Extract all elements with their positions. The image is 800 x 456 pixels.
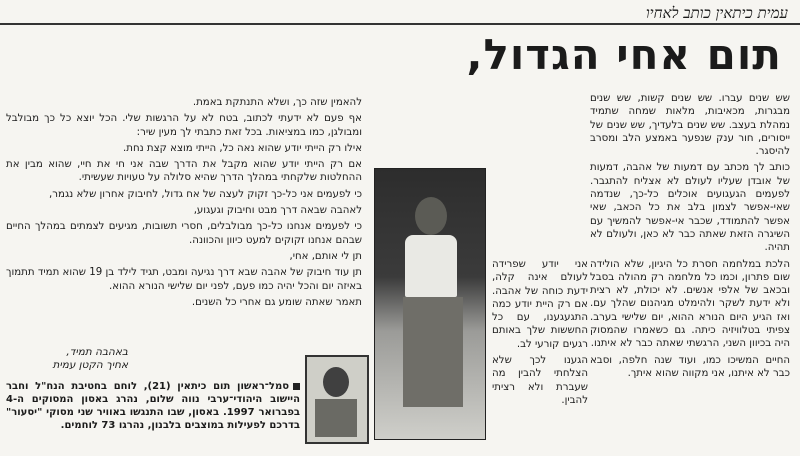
signoff-line: באהבה תמיד, xyxy=(66,346,128,358)
paragraph: שש שנים עברו. שש שנים קשות, שש שנים מבגרות, מכאיבות, מלאות שמחה שתמיד נמהלת בעצב. שש שנים בלעדיך, שש שנים של ייסורים, חור ענק שנפער באמצע הלב ומסרב להיסגר. xyxy=(590,93,790,158)
bio-caption xyxy=(6,380,300,432)
paragraph: אילו רק הייתי יודע שהוא נאה כל, הייתי מוצא קצת נחת. xyxy=(123,142,362,154)
photo-figure-shirt xyxy=(405,235,457,297)
paragraph: כותב לך מכתב עם דמעות של אהבה, דמעות של אובדן שעליו לעולם לא אצליח להתגבר. לפעמים הגעגועים אוכלים כל-כך, שנדמה שאי-אפשר לצמון בלב את כל הכאב, שאי אפשר להתמודד, שכבר אי-אפשר להמשיך עם השיגרה הזאת שאתה כבר לא כאן, ולעולם לא תהיה. xyxy=(590,162,790,254)
photo-inset-portrait xyxy=(305,355,369,444)
paragraph: הגענו לכך שלא הצלחתי להבין מה שעברת ולא רציתי להבין. xyxy=(492,355,588,406)
header-rule xyxy=(0,23,800,25)
bio-text: סמל־ראשון תום כיתאין (21), לוחם בחטיבת הנח"ל וחבר היישוב היהודי־ערבי נווה שלום, נהרג באסון המסוקים ה-4 בפברואר 1997. באסון, שבו התנגשו באוויר שני מסוקי "יסעור" בדרכם לפעילות במוצבים בלבנון, נהרגו 73 לוחמים. xyxy=(6,381,300,431)
signoff-line: אחיך הקטן עמית xyxy=(52,359,128,371)
inset-face xyxy=(323,367,349,397)
paragraph: לאהבה שבאה דרך מבט וחיבוק וגעגוע, xyxy=(193,205,362,217)
article-column-right xyxy=(590,92,790,454)
paragraph: תן עוד חיבוק של אהבה שבא דרך נגיעה ומבט, תגיד לילד בן 19 שהוא תמיד תתמוך באיזה יום והכל יהיה כמו פעם, לפני יום שלישי הנורא ההוא. xyxy=(6,267,362,292)
inset-body xyxy=(315,399,357,437)
kicker-byline: עמית כיתאין כותב לאחיו xyxy=(645,4,788,22)
article-column-middle xyxy=(492,258,588,454)
paragraph: הלכת במלחמה חסרת כל היגיון, שלא הולידה שום פתרון, וכמו כל מלחמה רק מהולה בסבל ובכאב של אלפי אנשים. לא יכולת, לא רצית ולא ידעת לשקר ולהימלט מגיהנום שהלך עם. ואז הגיע היום הנורא ההוא, יום שלישי בערב. צפיתי בטלוויזיה כיתה. גם כשאמרו שהמסוק היה בכיוון השני, הרגשתי שאתה כבר לא איתנו. xyxy=(590,258,790,350)
paragraph: כי לפעמים אני כל-כך זקוק לעצה של אח גדול, לחיבוק אחרון שלא נגמר, xyxy=(49,188,362,200)
headline: תום אחי הגדול, xyxy=(466,30,782,79)
paragraph: כי לפעמים אנחנו כל-כך מבולבלים, חסרי תשובות, מגיעים לצמתים במהלך החיים שבהם אנחנו זקוקים למעט כיוון והכוונה. xyxy=(6,221,362,246)
paragraph: תאמר שאתה שומע גם אחרי כל השנים. xyxy=(191,296,362,308)
paragraph: אף פעם לא ידעתי לכתוב, בטח לא על הרגשות שלי. הכל יוצא כל כך מבולבל ומבולגן, כמו במציאות. בכל זאת כתבתי לך מעין שיר: xyxy=(6,113,362,138)
signoff xyxy=(8,346,128,372)
paragraph: אני יודע שפרידה לעולם אינה קלה, ידעת כוחה של אהבה. אם רק היית יודע כמה התגעגענו, עם כל החששות שלך באותם רגעים קורעי לב. xyxy=(492,259,588,350)
photo-figure-head xyxy=(415,197,447,235)
paragraph: תן לי אותם, אחי, xyxy=(289,250,362,262)
bullet-icon xyxy=(293,383,300,390)
photo-soldier-portrait xyxy=(374,168,486,440)
paragraph: החיים המשיכו כמו, ועוד שנה חלפה, וסבא כבר לא איתנו, אני מקווה שהוא איתך. xyxy=(590,354,790,379)
paragraph: אם רק הייתי יודע שהוא מקבל את הדרך שבה אני חי את חיי, שהוא מבין את ההחלטות שלקחתי במהלך הדרך שהיא סלולה על טעויות שעשיתי. xyxy=(6,159,362,184)
photo-figure-legs xyxy=(403,297,463,407)
paragraph: להאמין שזה כך, ושלא התנתקת באמת. xyxy=(192,97,362,108)
